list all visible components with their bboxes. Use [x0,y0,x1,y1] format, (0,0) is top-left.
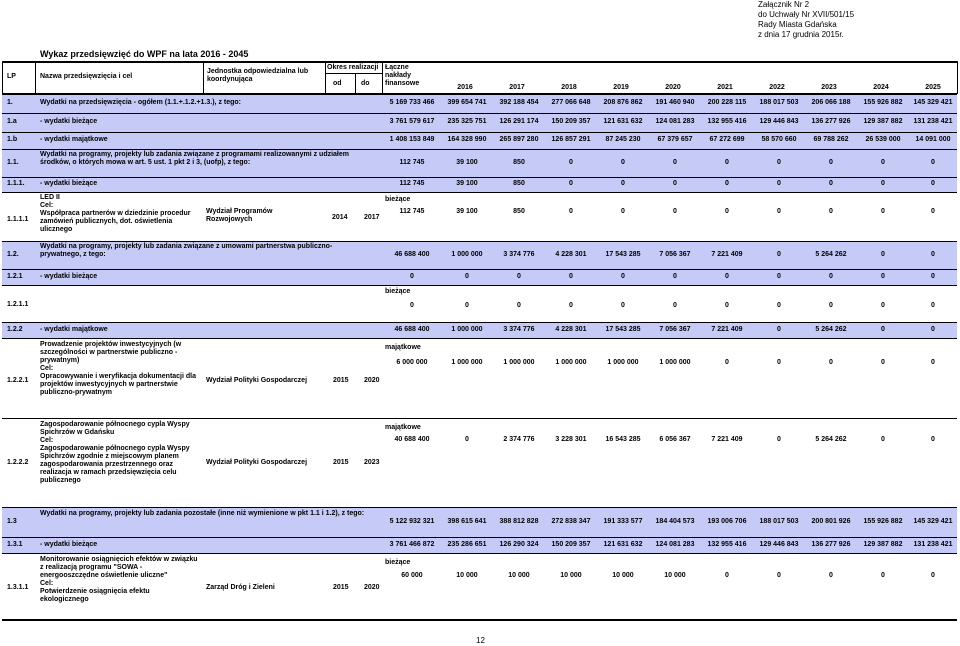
row-label: - wydatki bieżące [40,118,98,125]
row-value: 155 926 882 [863,99,903,106]
row-line [2,149,957,150]
header-from: od [333,80,342,87]
row-lp: 1.a [7,118,17,125]
row-value: 850 [513,180,525,187]
row-total: 40 688 400 [394,436,430,443]
row-value: 206 066 188 [811,99,851,106]
header-col-lp [2,61,3,94]
row-value: 129 446 843 [759,118,799,125]
annex-line-1: Załącznik Nr 2 [758,0,810,9]
row-value: 26 539 000 [865,136,901,143]
row-unit: Wydział Polityki Gospodarczej [206,377,308,384]
row-value: 0 [569,180,573,187]
row-value: 0 [569,273,573,280]
row-value: 10 000 [612,572,634,579]
row-value: 5 264 262 [815,251,847,258]
row-value: 1 000 000 [503,359,535,366]
row-value: 398 615 641 [447,518,487,525]
row-value: 4 228 301 [555,326,587,333]
header-year-2023: 2023 [821,84,837,91]
row-lp: 1.2.1.1 [7,301,29,308]
row-value: 0 [881,180,885,187]
header-col-total [382,61,383,94]
row-value: 0 [829,180,833,187]
row-from: 2015 [333,459,349,466]
row-value: 0 [517,302,521,309]
row-label: - wydatki bieżące [40,541,98,548]
row-value: 126 290 324 [499,541,539,548]
row-label: - wydatki majątkowe [40,136,108,143]
row-value: 0 [931,572,935,579]
row-value: 5 264 262 [815,326,847,333]
row-lp: 1.2.2.2 [7,459,29,466]
row-value: 1 000 000 [451,326,483,333]
row-value: 272 838 347 [551,518,591,525]
row-value: 0 [931,326,935,333]
row-value: 150 209 357 [551,541,591,548]
row-value: 67 272 699 [709,136,745,143]
row-value: 191 460 940 [655,99,695,106]
header-year-2019: 2019 [613,84,629,91]
row-value: 0 [621,273,625,280]
row-value: 0 [829,302,833,309]
row-value: 1 000 000 [555,359,587,366]
row-value: 0 [881,273,885,280]
row-kind: bieżące [385,559,411,566]
row-kind: bieżące [385,196,411,203]
row-value: 193 006 706 [707,518,747,525]
row-value: 0 [673,180,677,187]
row-value: 7 221 409 [711,251,743,258]
header-bottom-line [2,93,957,95]
page-number: 12 [476,636,485,645]
row-total: 3 761 579 617 [389,118,435,125]
row-total: 46 688 400 [394,326,430,333]
row-value: 17 543 285 [605,326,641,333]
row-value: 0 [777,180,781,187]
header-to: do [361,80,370,87]
row-lp: 1.2.2.1 [7,377,29,384]
row-value: 0 [931,302,935,309]
header-year-2022: 2022 [769,84,785,91]
row-value: 10 000 [664,572,686,579]
row-value: 131 238 421 [913,118,953,125]
row-value: 0 [881,359,885,366]
row-label: Zagospodarowanie północnego cypla Wyspy Spichrzów w Gdańsku Cel: Zagospodarowanie północnego cypla Wyspy Spichrzów zgodnie z miejscowym planem zagospodarowania przestrzennego oraz realizacja w ramach przedsięwzięcia celu publicznego [40,421,190,485]
row-total: 112 745 [399,208,425,215]
row-value: 0 [673,208,677,215]
row-value: 0 [725,208,729,215]
row-kind: majątkowe [385,424,421,431]
header-year-2017: 2017 [509,84,525,91]
header-period: Okres realizacji [327,64,379,71]
row-value: 0 [777,436,781,443]
row-value: 0 [725,159,729,166]
header-lp: LP [7,73,16,80]
row-value: 14 091 000 [915,136,951,143]
row-lp: 1.b [7,136,18,143]
row-lp: 1.1.1. [7,180,25,187]
row-from: 2015 [333,584,349,591]
row-line [2,113,957,114]
row-from: 2014 [332,214,348,221]
row-line [2,338,957,339]
header-year-2020: 2020 [665,84,681,91]
header-year-2016: 2016 [457,84,473,91]
row-value: 7 221 409 [711,326,743,333]
row-label: Wydatki na przedsięwzięcia - ogółem (1.1.+.1.2.+1.3.), z tego: [40,99,241,106]
row-value: 0 [673,273,677,280]
row-unit: Wydział Programów Rozwojowych [206,208,273,224]
header-period-line [325,73,382,74]
row-total: 46 688 400 [394,251,430,258]
row-label: - wydatki majątkowe [40,326,108,333]
row-label: LED II Cel: Współpraca partnerów w dziedzinie procedur zamówień publicznych, dot. oświetlenia ulicznego [40,194,191,234]
row-line [2,241,957,242]
header-col-unit [203,61,204,94]
row-value: 10 000 [508,572,530,579]
row-value: 1 000 000 [659,359,691,366]
row-label: - wydatki bieżące [40,273,98,280]
row-value: 16 543 285 [605,436,641,443]
row-value: 0 [931,359,935,366]
row-value: 0 [829,572,833,579]
row-value: 0 [881,208,885,215]
row-value: 58 570 660 [761,136,797,143]
row-label: Wydatki na programy, projekty lub zadania związane z programami realizowanymi z udziałem środków, o których mowa w art. 5 ust. 1 pkt 2 i 3, (uofp), z tego: [40,151,349,167]
row-value: 0 [777,208,781,215]
row-total: 5 122 932 321 [389,518,435,525]
row-total: 0 [410,273,414,280]
header-col-period [325,61,326,94]
row-label: - wydatki bieżące [40,180,98,187]
row-value: 136 277 926 [811,541,851,548]
row-to: 2020 [364,584,380,591]
row-value: 0 [881,302,885,309]
header-name: Nazwa przedsięwzięcia i cel [40,73,133,80]
row-value: 388 812 828 [499,518,539,525]
header-top-line [2,61,957,63]
row-value: 208 876 862 [603,99,643,106]
annex-line-3: Rady Miasta Gdańska [758,20,837,29]
row-value: 0 [725,359,729,366]
row-value: 10 000 [560,572,582,579]
row-value: 0 [881,159,885,166]
row-value: 0 [881,436,885,443]
row-value: 0 [517,273,521,280]
row-value: 0 [881,251,885,258]
row-value: 145 329 421 [913,99,953,106]
row-value: 235 325 751 [447,118,487,125]
row-total: 112 745 [399,180,425,187]
row-value: 6 056 367 [659,436,691,443]
row-total: 60 000 [401,572,423,579]
row-value: 39 100 [456,208,478,215]
row-total: 0 [410,302,414,309]
row-line [2,177,957,178]
row-value: 136 277 926 [811,118,851,125]
row-value: 277 066 648 [551,99,591,106]
row-value: 129 446 843 [759,541,799,548]
row-value: 0 [673,159,677,166]
row-value: 0 [881,326,885,333]
row-value: 0 [931,251,935,258]
row-value: 39 100 [456,180,478,187]
row-value: 0 [465,302,469,309]
row-value: 0 [829,359,833,366]
row-value: 7 221 409 [711,436,743,443]
row-value: 0 [621,208,625,215]
row-lp: 1.2.1 [7,273,23,280]
row-value: 0 [621,302,625,309]
row-value: 39 100 [456,159,478,166]
row-value: 0 [725,572,729,579]
header-total: Łączne nakłady finansowe [385,64,420,88]
row-value: 0 [777,273,781,280]
row-value: 0 [465,436,469,443]
row-lp: 1.1. [7,159,19,166]
annex-line-4: z dnia 17 grudnia 2015r. [758,30,844,39]
row-value: 69 788 262 [813,136,849,143]
row-value: 0 [725,302,729,309]
row-value: 0 [777,359,781,366]
row-unit: Zarząd Dróg i Zieleni [206,584,275,591]
row-value: 7 056 367 [659,326,691,333]
document-title: Wykaz przedsięwzięć do WPF na lata 2016 - 2045 [40,49,249,59]
row-value: 0 [569,159,573,166]
row-value: 150 209 357 [551,118,591,125]
row-value: 1 000 000 [607,359,639,366]
row-value: 5 264 262 [815,436,847,443]
row-lp: 1. [7,99,13,106]
row-value: 184 404 573 [655,518,695,525]
header-year-2024: 2024 [873,84,889,91]
row-line [2,553,957,554]
header-col-to [355,73,356,94]
row-value: 265 897 280 [499,136,539,143]
row-total: 6 000 000 [396,359,428,366]
row-value: 0 [777,326,781,333]
row-unit: Wydział Polityki Gospodarczej [206,459,308,466]
row-value: 0 [931,208,935,215]
row-value: 0 [777,572,781,579]
row-line [2,418,957,419]
header-year-2021: 2021 [717,84,733,91]
row-value: 164 328 990 [447,136,487,143]
row-value: 0 [725,180,729,187]
row-value: 124 081 283 [655,541,695,548]
row-value: 145 329 421 [913,518,953,525]
row-value: 0 [777,159,781,166]
row-lp: 1.1.1.1 [7,216,29,223]
row-lp: 1.2. [7,251,19,258]
row-value: 0 [931,436,935,443]
row-value: 2 374 776 [503,436,535,443]
row-value: 0 [465,273,469,280]
row-lp: 1.3 [7,518,17,525]
row-value: 3 228 301 [555,436,587,443]
row-kind: bieżące [385,288,411,295]
row-total: 5 169 733 466 [389,99,435,106]
row-value: 0 [777,302,781,309]
row-label: Wydatki na programy, projekty lub zadania pozostałe (inne niż wymienione w pkt 1.1 i 1.2), z tego: [40,510,365,517]
row-label: Prowadzenie projektów inwestycyjnych (w szczególności w partnerstwie publiczno - prywatnym) Cel: Opracowywanie i weryfikacja dokumentacji dla projektów inwestycyjnych w partnerstwie publiczno-prywatnym [40,341,197,397]
row-value: 0 [931,159,935,166]
row-value: 131 238 421 [913,541,953,548]
row-to: 2017 [364,214,380,221]
row-value: 0 [829,273,833,280]
row-value: 155 926 882 [863,518,903,525]
row-value: 188 017 503 [759,99,799,106]
row-line [2,285,957,286]
row-value: 188 017 503 [759,518,799,525]
row-value: 3 374 776 [503,251,535,258]
row-value: 191 333 577 [603,518,643,525]
row-label: Wydatki na programy, projekty lub zadania związane z umowami partnerstwa publiczno-prywatnego, z tego: [40,243,333,259]
row-value: 850 [513,159,525,166]
row-to: 2023 [364,459,380,466]
row-value: 67 379 657 [657,136,693,143]
row-total: 112 745 [399,159,425,166]
row-lp: 1.3.1 [7,541,23,548]
row-value: 200 801 926 [811,518,851,525]
row-value: 129 387 882 [863,118,903,125]
header-col-end [957,61,958,94]
row-line [2,132,957,133]
row-value: 126 857 291 [551,136,591,143]
row-line [2,507,957,508]
row-total: 3 761 466 872 [389,541,435,548]
row-value: 87 245 230 [605,136,641,143]
row-value: 850 [513,208,525,215]
row-lp: 1.3.1.1 [7,584,29,591]
header-year-2018: 2018 [561,84,577,91]
row-value: 0 [829,159,833,166]
row-value: 129 387 882 [863,541,903,548]
row-value: 0 [725,273,729,280]
row-value: 7 056 367 [659,251,691,258]
row-kind: majątkowe [385,344,421,351]
row-value: 1 000 000 [451,251,483,258]
row-value: 0 [829,208,833,215]
row-value: 200 228 115 [707,99,747,106]
row-value: 0 [673,302,677,309]
row-value: 17 543 285 [605,251,641,258]
header-year-2025: 2025 [925,84,941,91]
row-value: 126 291 174 [499,118,539,125]
row-value: 0 [881,572,885,579]
row-value: 0 [777,251,781,258]
row-label: Monitorowanie osiągnięcich efektów w związku z realizacją programu "SOWA - energooszczędne oświetlenie uliczne" Cel: Potwierdzenie osiągnięcia efektu ekologicznego [40,556,198,604]
row-value: 0 [569,208,573,215]
row-from: 2015 [333,377,349,384]
row-line [2,192,957,193]
row-total: 1 408 153 849 [389,136,435,143]
table-bottom-line [2,619,957,621]
row-line [2,269,957,270]
header-col-name [35,61,36,94]
header-unit: Jednostka odpowiedzialna lub koordynująca [207,68,309,84]
row-value: 0 [621,180,625,187]
row-value: 0 [931,273,935,280]
row-value: 0 [569,302,573,309]
row-lp: 1.2.2 [7,326,23,333]
annex-line-2: do Uchwały Nr XVII/501/15 [758,10,855,19]
row-value: 399 654 741 [447,99,487,106]
row-to: 2020 [364,377,380,384]
row-value: 4 228 301 [555,251,587,258]
row-line [2,537,957,538]
row-value: 121 631 632 [603,541,643,548]
row-value: 3 374 776 [503,326,535,333]
row-value: 132 955 416 [707,541,747,548]
row-value: 10 000 [456,572,478,579]
row-value: 132 955 416 [707,118,747,125]
row-value: 0 [621,159,625,166]
row-value: 392 188 454 [499,99,539,106]
row-value: 235 286 651 [447,541,487,548]
row-value: 1 000 000 [451,359,483,366]
row-line [2,322,957,323]
row-value: 0 [931,180,935,187]
row-value: 124 081 283 [655,118,695,125]
row-value: 121 631 632 [603,118,643,125]
